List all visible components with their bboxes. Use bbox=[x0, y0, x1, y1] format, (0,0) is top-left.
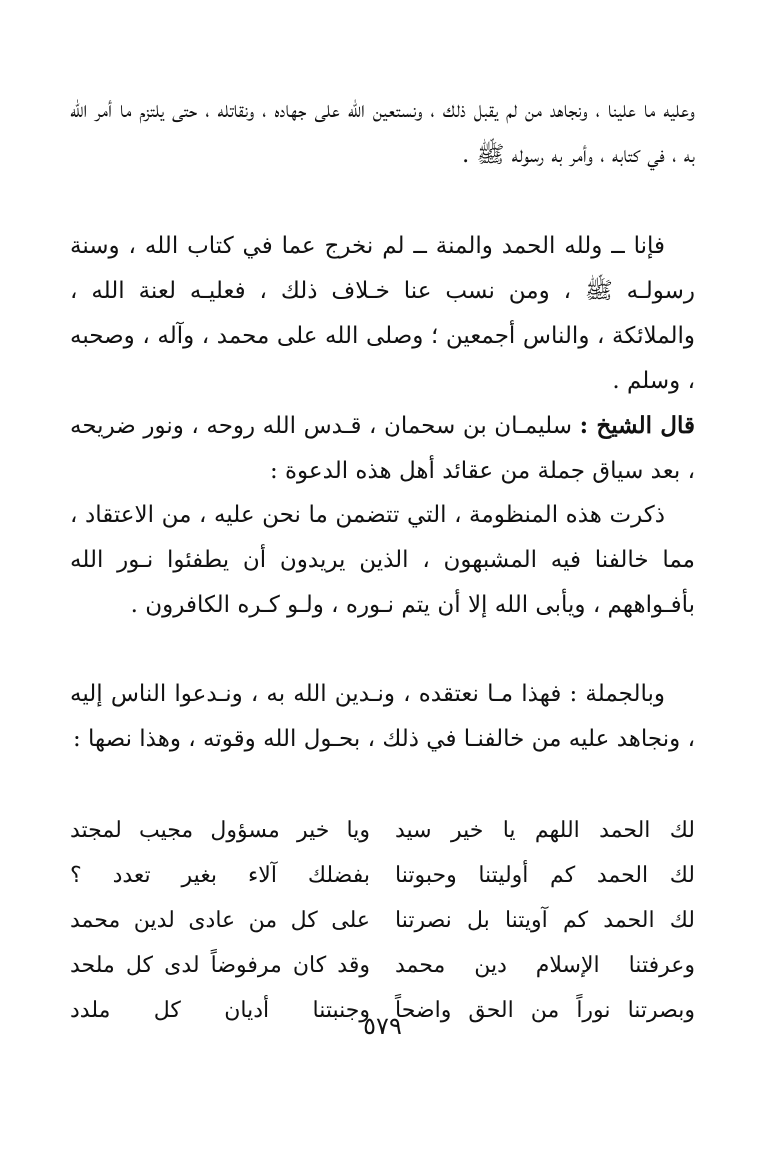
first-hemistich: وبصرتنا نوراً من الحق واضحاً bbox=[395, 998, 695, 1023]
second-hemistich: ويا خير مسؤول مجيب لمجتد bbox=[70, 818, 370, 843]
paragraph-3-text: سليمـان بن سحمان ، قـدس الله روحه ، ونور ضريحه ، بعد سياق جملة من عقائد أهل هذه الدعوة : bbox=[70, 413, 695, 484]
paragraph-4-text: ذكرت هذه المنظومة ، التي تتضمن ما نحن عليه ، من الاعتقاد ، مما خالفنا فيه المشبهون ، الذين يريدون أن يطفئوا نـور الله بأفـواههم ، ويأبى الله إلا أن يتم نـوره ، ولـو كـره الكافرون . bbox=[70, 502, 695, 618]
poem-verse bbox=[70, 943, 695, 988]
first-hemistich: لك الحمد اللهم يا خير سيد bbox=[395, 818, 695, 843]
paragraph-5-text: وبالجملة : فهذا مـا نعتقده ، ونـدين الله به ، ونـدعوا الناس إليه ، ونجاهد عليه من خالفنـا في ذلك ، بحـول الله وقوته ، وهذا نصها : bbox=[70, 681, 695, 752]
paragraph-1: وعليه ما علينا ، ونجاهد من لم يقبل ذلك ، ونستعين الله على جهاده ، ونقاتله ، حتى يلتزم ما أمر الله به ، في كتابه ، وأمر به رسوله ﷺ . bbox=[70, 97, 695, 168]
paragraph-2-text: فإنا ــ ولله الحمد والمنة ــ لم نخرج عما في كتاب الله ، وسنة رسولـه ﷺ ، ومن نسب عنا خـلاف ذلك ، فعليـه لعنة الله ، والملائكة ، والناس أجمعين ؛ وصلى الله على محمد ، وآله ، وصحبه ، وسلم . bbox=[70, 233, 695, 394]
second-hemistich: وجنبتنا أديان كل ملدد bbox=[70, 998, 370, 1023]
second-hemistich: بفضلك آلاء بغير تعدد ؟ bbox=[70, 863, 370, 888]
paragraph-5 bbox=[70, 672, 695, 762]
paragraph-4 bbox=[70, 493, 695, 628]
second-hemistich: على كل من عادى لدين محمد bbox=[70, 908, 370, 933]
first-hemistich: وعرفتنا الإسلام دين محمد bbox=[395, 953, 695, 978]
first-hemistich: لك الحمد كم أوليتنا وحبوتنا bbox=[395, 863, 695, 888]
poem bbox=[70, 808, 695, 1033]
paragraph-3 bbox=[70, 403, 695, 494]
speaker-label: قال الشيخ : bbox=[579, 412, 696, 439]
paragraph-2 bbox=[70, 224, 695, 404]
second-hemistich: وقد كان مرفوضاً لدى كل ملحد bbox=[70, 953, 370, 978]
page-number: ٥٧٩ bbox=[363, 1012, 402, 1040]
poem-verse bbox=[70, 898, 695, 943]
poem-verse bbox=[70, 808, 695, 853]
first-hemistich: لك الحمد كم آويتنا بل نصرتنا bbox=[395, 908, 695, 933]
poem-verse bbox=[70, 853, 695, 898]
